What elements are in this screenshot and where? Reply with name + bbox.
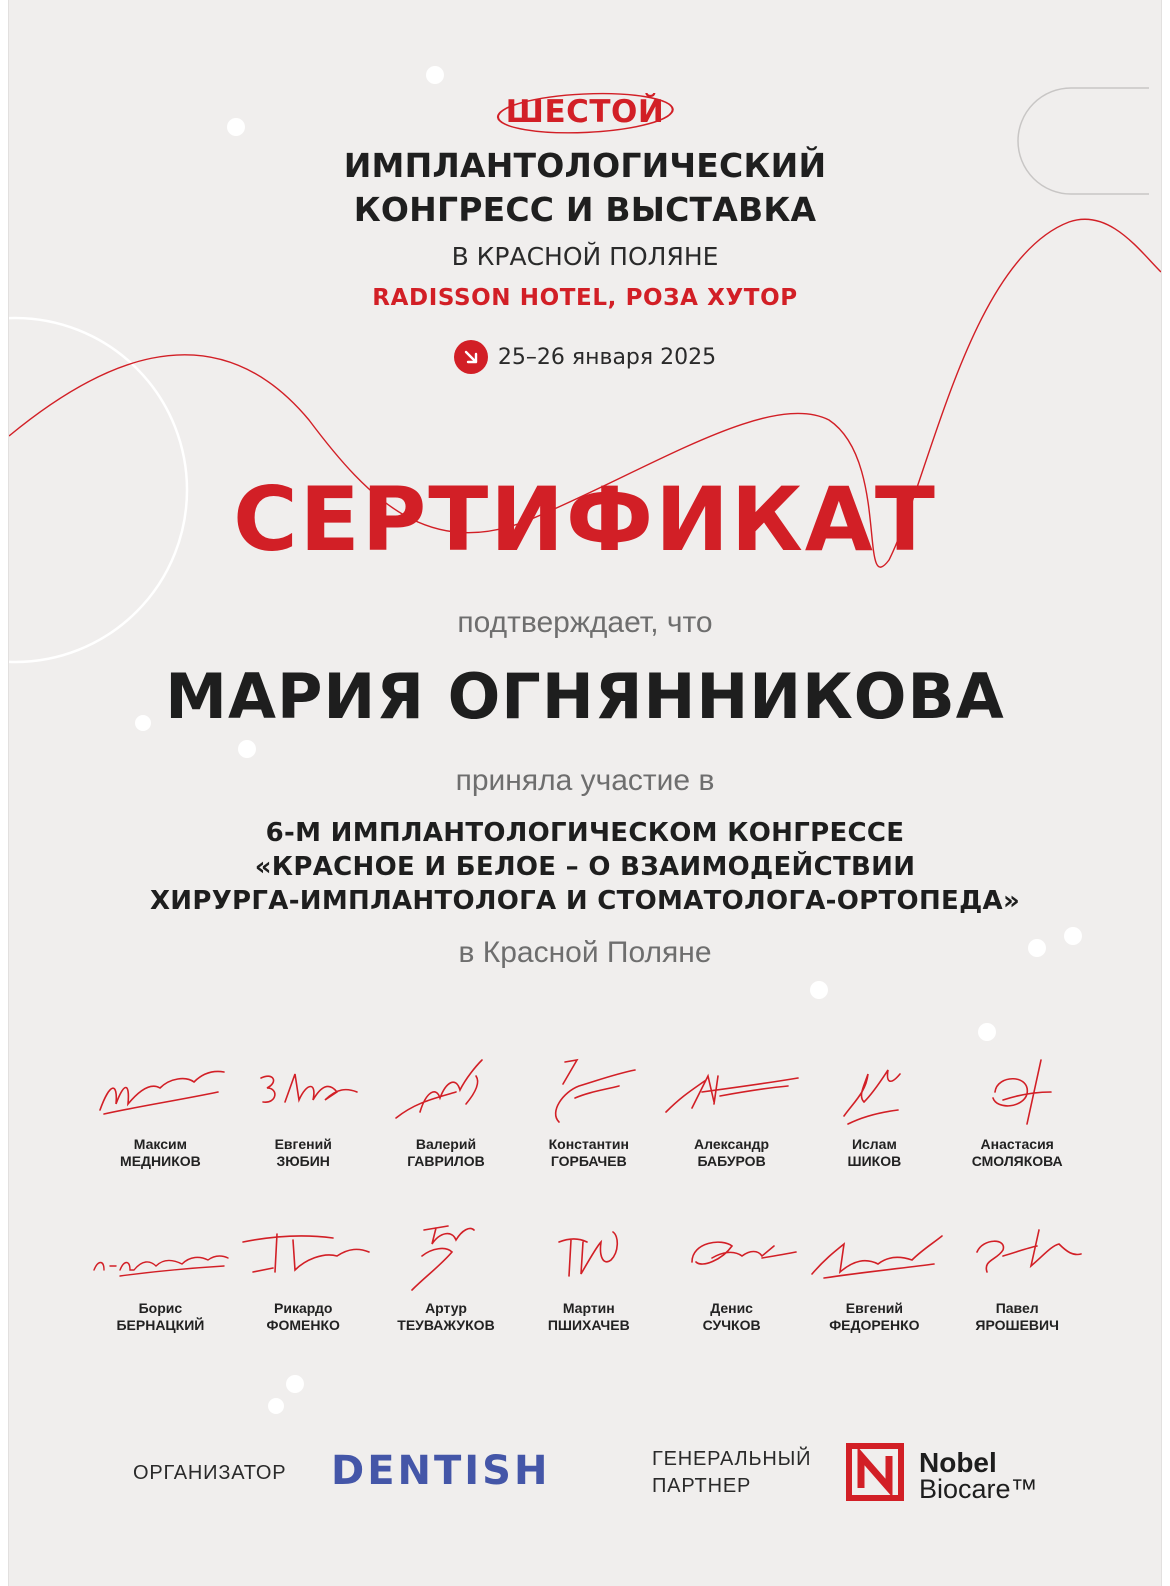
signatory <box>89 1216 232 1334</box>
signatory <box>232 1216 375 1334</box>
signature-scribble <box>233 1052 373 1132</box>
signatory-last-name: СМОЛЯКОВА <box>971 1153 1063 1169</box>
signatory-last-name: ЯРОШЕВИЧ <box>975 1317 1059 1333</box>
nobel-logo-line1: Nobel <box>919 1447 997 1478</box>
signature-scribble <box>376 1216 516 1296</box>
signatory-first-name: Максим <box>133 1136 187 1152</box>
signatures-row-2 <box>89 1216 1089 1334</box>
signatory-last-name: ТЕУВАЖУКОВ <box>397 1317 495 1333</box>
signatory-first-name: Борис <box>138 1300 183 1316</box>
signature-scribble <box>90 1052 230 1132</box>
ordinal-text: ШЕСТОЙ <box>505 94 665 130</box>
congress-title-line2: КОНГРЕСС И ВЫСТАВКА <box>353 190 817 229</box>
signatory <box>946 1052 1089 1170</box>
partner-label-line1: ГЕНЕРАЛЬНЫЙ <box>652 1448 812 1470</box>
signatory <box>375 1052 518 1170</box>
signatory-first-name: Евгений <box>845 1300 903 1316</box>
certificate-sheet <box>8 0 1162 1586</box>
signatory-last-name: БЕРНАЦКИЙ <box>116 1317 205 1333</box>
signatory-last-name: СУЧКОВ <box>702 1317 761 1333</box>
event-place: в Красной Поляне <box>458 936 712 969</box>
signature-scribble <box>662 1216 802 1296</box>
signatory-first-name: Денис <box>710 1300 753 1316</box>
congress-location: В КРАСНОЙ ПОЛЯНЕ <box>451 242 719 271</box>
signatory-last-name: ШИКОВ <box>847 1153 902 1169</box>
signatory-last-name: БАБУРОВ <box>697 1153 766 1169</box>
signatory <box>803 1052 946 1170</box>
dentish-logo: DENTISH <box>331 1448 551 1494</box>
signature-scribble <box>947 1216 1087 1296</box>
nobel-biocare-logo-text <box>919 1447 1038 1504</box>
event-name-line2: «КРАСНОЕ И БЕЛОЕ – О ВЗАИМОДЕЙСТВИИ <box>254 852 916 882</box>
congress-title-line1: ИМПЛАНТОЛОГИЧЕСКИЙ <box>343 146 827 185</box>
signatory <box>89 1052 232 1170</box>
participated-text: приняла участие в <box>455 764 715 797</box>
signatory-first-name: Евгений <box>274 1136 332 1152</box>
signature-scribble <box>947 1052 1087 1132</box>
signatory-last-name: ЗЮБИН <box>276 1153 330 1169</box>
partner-label-line2: ПАРТНЕР <box>652 1475 752 1497</box>
signatory-first-name: Мартин <box>562 1300 615 1316</box>
signatory-first-name: Павел <box>995 1300 1039 1316</box>
nobel-logo-line2: Biocare™ <box>919 1474 1038 1504</box>
signature-scribble <box>376 1052 516 1132</box>
signatory-last-name: ФЕДОРЕНКО <box>829 1317 920 1333</box>
signatory <box>946 1216 1089 1334</box>
signatory-last-name: ГОРБАЧЕВ <box>550 1153 627 1169</box>
congress-venue: RADISSON HOTEL, РОЗА ХУТОР <box>372 285 798 311</box>
signatory-first-name: Константин <box>548 1136 629 1152</box>
signature-scribble <box>804 1052 944 1132</box>
signature-scribble <box>233 1216 373 1296</box>
signatory <box>803 1216 946 1334</box>
signatures-row-1 <box>89 1052 1089 1170</box>
signatory-last-name: МЕДНИКОВ <box>120 1153 201 1169</box>
signatory-first-name: Артур <box>425 1300 467 1316</box>
ordinal-scribble <box>496 88 675 136</box>
signature-scribble <box>519 1216 659 1296</box>
certificate-title: СЕРТИФИКАТ <box>233 468 937 571</box>
signatory <box>517 1052 660 1170</box>
signatory-last-name: ПШИХАЧЕВ <box>547 1317 630 1333</box>
event-name-line1: 6-М ИМПЛАНТОЛОГИЧЕСКОМ КОНГРЕССЕ <box>265 818 905 848</box>
signature-scribble <box>662 1052 802 1132</box>
signature-scribble <box>804 1216 944 1296</box>
arrow-down-right-icon <box>454 340 488 374</box>
signature-scribble <box>519 1052 659 1132</box>
nobel-biocare-logo-mark <box>845 1442 905 1502</box>
congress-date-row <box>9 340 1161 374</box>
general-partner-label <box>652 1446 811 1500</box>
organizer-label: ОРГАНИЗАТОР <box>133 1462 287 1484</box>
signatory <box>375 1216 518 1334</box>
confirms-text: подтверждает, что <box>457 606 713 639</box>
recipient-name: МАРИЯ ОГНЯННИКОВА <box>165 660 1005 733</box>
congress-date: 25–26 января 2025 <box>497 344 717 370</box>
signatory <box>660 1052 803 1170</box>
signatory-first-name: Ислам <box>851 1136 897 1152</box>
signature-scribble <box>90 1216 230 1296</box>
signatory-first-name: Рикардо <box>274 1300 333 1316</box>
event-name-line3: ХИРУРГА-ИМПЛАНТОЛОГА И СТОМАТОЛОГА-ОРТОПЕДА» <box>149 886 1021 916</box>
signatory-last-name: ФОМЕНКО <box>266 1317 340 1333</box>
signatory-first-name: Валерий <box>415 1136 477 1152</box>
congress-ordinal <box>9 94 1161 130</box>
signatory-first-name: Анастасия <box>980 1136 1054 1152</box>
signatory <box>232 1052 375 1170</box>
signatory <box>660 1216 803 1334</box>
signatory <box>517 1216 660 1334</box>
signatory-first-name: Александр <box>694 1136 770 1152</box>
signatory-last-name: ГАВРИЛОВ <box>407 1153 485 1169</box>
